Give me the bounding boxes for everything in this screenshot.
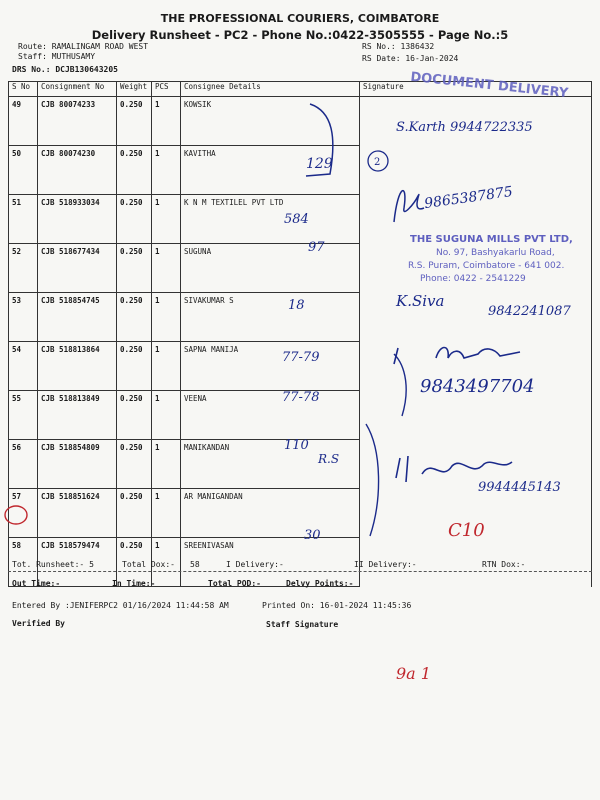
col-consignee: Consignee Details <box>181 82 360 97</box>
row-pcs: 1 <box>152 538 181 587</box>
row-pcs: 1 <box>152 293 181 342</box>
handwriting-30: 30 <box>304 528 321 543</box>
handwriting-red-c10: C10 <box>448 520 485 541</box>
row-weight: 0.250 <box>117 293 152 342</box>
row-pcs: 1 <box>152 440 181 489</box>
row-pcs: 1 <box>152 489 181 538</box>
rs-date: RS Date: 16-Jan-2024 <box>362 54 459 63</box>
row-sno: 53 <box>9 293 38 342</box>
handwriting-signature-49: S.Karth 9944722335 <box>396 120 533 135</box>
row-consignment: CJB 518677434 <box>38 244 117 293</box>
row-pcs: 1 <box>152 244 181 293</box>
signature-scribble-51 <box>388 178 428 226</box>
entered-by: Entered By :JENIFERPC2 01/16/2024 11:44:58 AM <box>12 601 229 610</box>
row-consignee: SUGUNA <box>181 244 360 293</box>
row-consignee: SIVAKUMAR S <box>181 293 360 342</box>
row-weight: 0.250 <box>117 195 152 244</box>
page-title: THE PROFESSIONAL COURIERS, COIMBATORE <box>160 12 440 25</box>
row-weight: 0.250 <box>117 146 152 195</box>
document-delivery-stamp: DOCUMENT DELIVERY <box>409 69 569 102</box>
row-weight: 0.250 <box>117 342 152 391</box>
staff-label: Staff: MUTHUSAMY <box>18 52 96 61</box>
route-label: Route: RAMALINGAM ROAD WEST <box>18 42 149 51</box>
row-consignment: CJB 518851624 <box>38 489 117 538</box>
col-signature: Signature <box>360 82 592 97</box>
rtn-dox: RTN Dox:- <box>482 560 526 569</box>
delvy-points: Delvy Points:- <box>286 579 354 588</box>
row-consignee: KOWSIK <box>181 97 360 146</box>
total-dox-label: Total Dox:- <box>122 560 175 569</box>
row-pcs: 1 <box>152 146 181 195</box>
row-consignee: KAVITHA <box>181 146 360 195</box>
row-sno: 57 <box>9 489 38 538</box>
company-stamp-address1: No. 97, Bashyakarlu Road, <box>436 248 555 258</box>
row-sno: 58 <box>9 538 38 587</box>
handwriting-97: 97 <box>308 240 325 255</box>
row-consignment: CJB 518813849 <box>38 391 117 440</box>
total-dox-value: 58 <box>190 560 200 569</box>
row-consignee: MANIKANDAN <box>181 440 360 489</box>
row-weight: 0.250 <box>117 391 152 440</box>
row-consignment: CJB 80074233 <box>38 97 117 146</box>
total-pod: Total POD:- <box>208 579 261 588</box>
row-sno: 50 <box>9 146 38 195</box>
row-consignment: CJB 518813864 <box>38 342 117 391</box>
handwriting-rs: R.S <box>318 452 340 466</box>
row-weight: 0.250 <box>117 244 152 293</box>
row-sno: 51 <box>9 195 38 244</box>
drs-number: DRS No.: DCJB130643205 <box>12 65 118 74</box>
out-time: Out Time:- <box>12 579 61 588</box>
verified-by: Verified By <box>12 619 65 628</box>
row-sno: 56 <box>9 440 38 489</box>
i-delivery: I Delivery:- <box>226 560 284 569</box>
row-consignee: SAPNA MANIJA <box>181 342 360 391</box>
red-circle-mark <box>2 503 30 527</box>
row-consignee: VEENA <box>181 391 360 440</box>
row-sno: 52 <box>9 244 38 293</box>
handwriting-77-79: 77-79 <box>282 350 320 365</box>
table-row <box>9 489 592 538</box>
handwriting-129: 129 <box>306 156 333 172</box>
svg-text:2: 2 <box>374 157 381 168</box>
col-consignment: Consignment No <box>38 82 117 97</box>
staff-signature: Staff Signature <box>266 620 339 629</box>
handwriting-phone-51: 9865387875 <box>423 183 514 213</box>
in-time: In Time:- <box>112 579 156 588</box>
total-runsheet: Tot. Runsheet:- 5 <box>12 560 94 569</box>
handwriting-bracket-icon <box>386 350 416 420</box>
col-sno: S No <box>9 82 38 97</box>
row-pcs: 1 <box>152 195 181 244</box>
row-weight: 0.250 <box>117 440 152 489</box>
handwriting-584: 584 <box>284 212 309 227</box>
row-sno: 49 <box>9 97 38 146</box>
row-sno: 54 <box>9 342 38 391</box>
row-consignment: CJB 518579474 <box>38 538 117 587</box>
col-weight: Weight <box>117 82 152 97</box>
printed-on: Printed On: 16-01-2024 11:45:36 <box>262 601 412 610</box>
handwriting-18: 18 <box>288 298 305 313</box>
company-stamp-name: THE SUGUNA MILLS PVT LTD, <box>410 234 573 245</box>
row-consignee: AR MANIGANDAN <box>181 489 360 538</box>
row-consignee: SREENIVASAN <box>181 538 360 587</box>
row-consignment: CJB 518854809 <box>38 440 117 489</box>
divider <box>8 571 592 572</box>
handwriting-bracket-icon <box>360 420 390 540</box>
row-weight: 0.250 <box>117 489 152 538</box>
handwriting-phone-53: 9842241087 <box>488 304 571 319</box>
handwriting-110: 110 <box>284 438 309 453</box>
rs-number: RS No.: 1386432 <box>362 42 435 51</box>
row-consignment: CJB 518933034 <box>38 195 117 244</box>
handwriting-phone-57: 9944445143 <box>478 480 561 495</box>
page-subtitle: Delivery Runsheet - PC2 - Phone No.:0422-3505555 - Page No.:5 <box>91 28 509 42</box>
row-weight: 0.250 <box>117 538 152 587</box>
handwriting-red-note: 9a 1 <box>396 664 431 683</box>
ii-delivery: II Delivery:- <box>354 560 417 569</box>
row-consignment: CJB 518854745 <box>38 293 117 342</box>
handwriting-phone-55: 9843497704 <box>420 376 535 397</box>
row-sno: 55 <box>9 391 38 440</box>
row-consignment: CJB 80074230 <box>38 146 117 195</box>
circled-mark-icon <box>364 148 392 174</box>
row-pcs: 1 <box>152 391 181 440</box>
row-pcs: 1 <box>152 342 181 391</box>
company-stamp-address2: R.S. Puram, Coimbatore - 641 002. <box>408 261 565 271</box>
row-consignee: K N M TEXTILEL PVT LTD <box>181 195 360 244</box>
company-stamp-phone: Phone: 0422 - 2541229 <box>420 274 526 284</box>
col-pcs: PCS <box>152 82 181 97</box>
row-pcs: 1 <box>152 97 181 146</box>
handwriting-signature-53: K.Siva <box>396 292 445 310</box>
row-weight: 0.250 <box>117 97 152 146</box>
handwriting-77-78: 77-78 <box>282 390 320 405</box>
